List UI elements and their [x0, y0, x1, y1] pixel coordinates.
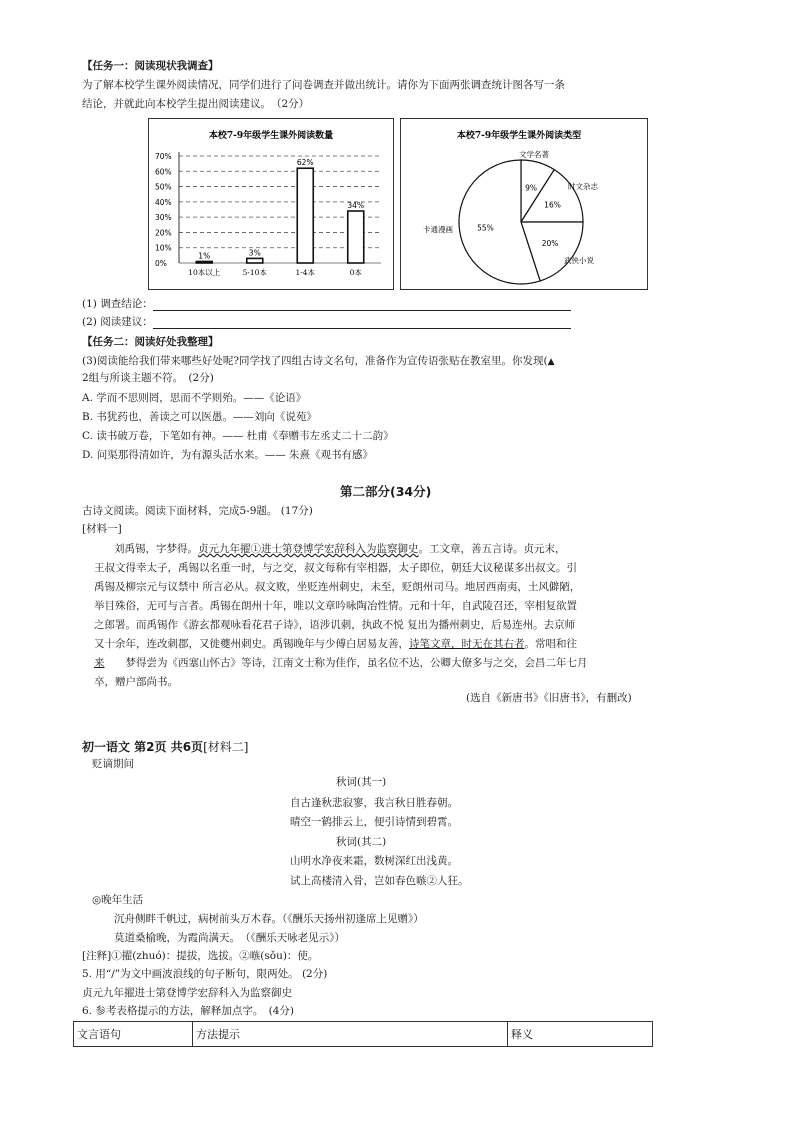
x-tick-label: 10本以上: [188, 268, 221, 277]
poem1-line2: 晴空一鹤排云上，便引诗情到碧霄。: [290, 816, 458, 828]
material2-label: [材料二]: [203, 740, 249, 754]
material1-line-3: 禹锡及柳宗元与议禁中 所言必从。叔文败，坐贬连州刺史，未至，贬朗州司马。地居西南夷，土风僻陋，: [94, 581, 581, 593]
poem1-title: 秋词(其一): [336, 776, 387, 788]
y-tick-label: 10%: [155, 243, 172, 253]
option-d: D. 问渠那得清如许，为有源头活水来。—— 朱熹《观书有感》: [82, 449, 374, 461]
option-b: B. 书犹药也，善读之可以医愚。——刘向《说苑》: [82, 411, 317, 423]
y-tick-label: 70%: [155, 152, 172, 161]
material1-line-2: 王叔文得幸太子，禹锡以名重一时，与之交，叔文每称有宰相器，太子即位，朝廷大议秘谋多出叔文。引: [94, 562, 577, 574]
late-life-line1: 沉舟侧畔千帆过，病树前头万木春。（《酬乐天扬州初逢席上见赠》）: [114, 913, 424, 925]
y-tick-label: 30%: [155, 213, 172, 223]
pie-value-label: 9%: [525, 183, 537, 193]
bar: [348, 211, 364, 263]
q6-text: 6. 参考表格提示的方法，解释加点字。 (4分): [82, 1005, 294, 1017]
x-tick-label: 5-10本: [242, 268, 267, 277]
q3-line1-text: (3)阅读能给我们带来哪些好处呢?同学找了四组古诗文名句，准备作为宣传语张贴在教室里。你发现(: [82, 355, 548, 367]
m1-line1-rest: 。工文章，善五言诗。贞元末，: [418, 543, 566, 555]
q3-line1: [82, 353, 555, 368]
pie-chart-panel: [400, 118, 648, 290]
y-tick-label: 60%: [155, 167, 172, 177]
q5-text: 5. 用“/”为文中画波浪线的句子断句，限两处。 (2分): [82, 968, 328, 980]
y-tick-label: 0%: [155, 259, 167, 268]
y-tick-label: 20%: [155, 228, 172, 238]
reading-advice-row: [82, 314, 571, 329]
pie-category-label: 文学名著: [519, 150, 549, 159]
answer-blank-triangle: ▲: [547, 357, 555, 367]
material2-sub2: ◎晚年生活: [92, 894, 144, 906]
part2-title: 第二部分(34分): [340, 484, 432, 499]
task2-heading: 【任务二：阅读好处我整理】: [82, 336, 219, 348]
material1-line-1: [114, 541, 566, 556]
m1-line7-start: 来: [94, 657, 105, 669]
footer-line: [82, 738, 248, 755]
m1-line1-start: 刘禹锡，字梦得。: [114, 543, 198, 555]
bar: [196, 261, 212, 263]
bar-chart: [149, 119, 393, 289]
poem2-line1: 山明水净夜来霜，数树深红出浅黄。: [290, 855, 458, 867]
q3-line2: 2组与所谈主题不符。 (2分): [82, 372, 214, 384]
x-tick-label: 1-4本: [295, 268, 316, 277]
table-header-method: 方法提示: [193, 1022, 508, 1047]
poem2-title: 秋词(其二): [336, 836, 387, 848]
chart-title: 本校7-9年级学生课外阅读类型: [456, 131, 582, 141]
survey-conclusion-row: [82, 296, 571, 311]
task1-heading: 【任务一：阅读现状我调查】: [82, 60, 219, 72]
bar: [297, 168, 313, 263]
bar-chart-panel: [148, 118, 394, 290]
pie-value-label: 16%: [544, 200, 561, 210]
chart-title: 本校7-9年级学生课外阅读数量: [208, 131, 334, 141]
q5-sentence: 贞元九年擢进士第登博学宏辞科入为监察御史: [82, 987, 292, 999]
table-row: [74, 1022, 653, 1047]
poem2-line2: 试上高楼清入骨，岂如春色嗾②人狂。: [290, 875, 469, 887]
pie-category-label: 时文杂志: [568, 182, 598, 191]
x-tick-label: 0本: [349, 268, 362, 277]
pie-category-label: 武侠小说: [564, 256, 594, 265]
y-tick-label: 50%: [155, 182, 172, 192]
bar-value-label: 1%: [198, 251, 211, 261]
m1-line6-start: 又十余年，连改刺郡，又徙夔州刺史。禹锡晚年与少傅白居易友善，: [94, 638, 409, 650]
reading-advice-label: (2) 阅读建议：: [82, 316, 153, 328]
material1-line-5: 之郎署。而禹锡作《游玄都观咏看花君子诗》，语涉讥刺，执政不悦 复出为播州刺史，后易连州。去京师: [94, 619, 576, 631]
material1-label: [材料一]: [82, 523, 122, 535]
table-header-meaning: 释义: [508, 1022, 653, 1047]
material2-sub1: 贬谪期间: [92, 758, 134, 770]
material1-line-4: 举目殊俗，无可与言者。禹锡在朗州十年，唯以文章吟咏陶冶性情。元和十年，自武陵召还，宰相复欲置: [94, 600, 577, 612]
poem1-line1: 自古逢秋悲寂寥，我言秋日胜春朝。: [290, 797, 458, 809]
underlined-phrase: 诗笔文章，时无在其右者: [409, 638, 525, 650]
part2-intro: 古诗文阅读。阅读下面材料，完成5-9题。 (17分): [82, 505, 313, 517]
task1-intro-line2: 结论，并就此向本校学生提出阅读建议。 （2分）: [82, 98, 310, 110]
pie-value-label: 20%: [541, 239, 559, 249]
material1-line-7: [94, 655, 588, 670]
material1-line-8: 卒，赠户部尚书。: [94, 676, 178, 688]
m1-line6-rest: 。常唱和往: [524, 638, 577, 650]
late-life-line2: 莫道桑榆晚，为霞尚满天。 （《酬乐天咏老见示》）: [114, 932, 345, 944]
reading-advice-answer-line[interactable]: [153, 317, 571, 329]
survey-conclusion-label: (1) 调查结论：: [82, 298, 153, 310]
y-tick-label: 40%: [155, 197, 172, 207]
page-footer: 初一语文 第2页 共6页: [82, 740, 204, 754]
bar-value-label: 3%: [248, 248, 261, 258]
pie-chart: [401, 119, 647, 289]
notes: [注释]①擢(zhuó)：提拔，选拔。②嗾(sǒu)：使。: [82, 950, 319, 962]
pie-value-label: 55%: [477, 223, 494, 233]
material1-source: (选自《新唐书》《旧唐书》，有删改): [466, 692, 632, 704]
bar-value-label: 62%: [296, 158, 314, 168]
bar-value-label: 34%: [347, 201, 365, 211]
material1-line-6: [94, 636, 577, 651]
q6-table: [73, 1021, 653, 1047]
table-header-sentence: 文言语句: [74, 1022, 193, 1047]
task1-intro-line1: 为了解本校学生课外阅读情况，同学们进行了问卷调查并做出统计。请你为下面两张调查统计图各写一条: [82, 79, 565, 91]
option-c: C. 读书破万卷，下笔如有神。—— 杜甫《奉赠韦左丞丈二十二韵》: [82, 430, 394, 442]
m1-line7-rest: 梦得尝为《西塞山怀古》等诗，江南文士称为佳作，虽名位不达，公卿大僚多与之交，会昌二年七月: [104, 657, 588, 669]
survey-conclusion-answer-line[interactable]: [153, 299, 571, 311]
option-a: A. 学而不思则罔，思而不学则殆。——《论语》: [82, 392, 307, 404]
pie-category-label: 卡通漫画: [423, 225, 453, 234]
bar: [247, 258, 263, 263]
wavy-sentence: 贞元九年擢①进士第登博学宏辞科入为监察御史: [198, 543, 419, 555]
